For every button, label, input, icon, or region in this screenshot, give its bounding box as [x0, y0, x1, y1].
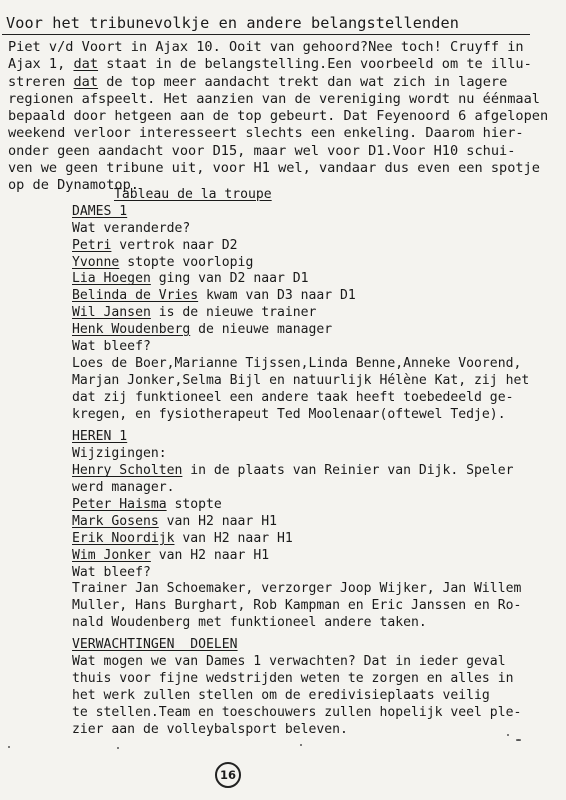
- page-number: 16: [215, 762, 241, 788]
- dames-change: Lia Hoegen ging van D2 naar D1: [72, 271, 309, 287]
- intro-line: op de Dynamotop.: [8, 177, 139, 193]
- dames-change: Wil Jansen is de nieuwe trainer: [72, 305, 317, 321]
- underlined-word: dat: [73, 56, 99, 73]
- intro-line: weekend verloor interesseert slechts een enkeling. Daarom hier-: [8, 125, 524, 142]
- heren-stayed-question: Wat bleef?: [72, 564, 151, 580]
- underlined-word: dat: [73, 73, 99, 90]
- player-name: Mark Gosens: [72, 513, 159, 529]
- heren-change: Mark Gosens van H2 naar H1: [72, 513, 277, 529]
- page-title: Voor het tribunevolkje en andere belangstellenden: [6, 14, 459, 32]
- dames-heading: DAMES 1: [72, 203, 128, 219]
- dames-stayed-line: Loes de Boer,Marianne Tijssen,Linda Benne,Anneke Voorend,: [72, 355, 522, 371]
- verwachtingen-line: te stellen.Team en toeschouwers zullen hopelijk veel ple-: [72, 704, 522, 720]
- player-name: Petri: [72, 237, 112, 253]
- player-name: Wim Jonker: [72, 547, 151, 563]
- heren-heading: HEREN 1: [72, 429, 128, 445]
- intro-line: regionen afspeelt. Het aanzien van de vereniging wordt nu éénmaal: [8, 90, 540, 107]
- dames-stayed-line: dat zij funktioneel een andere taak heeft toebedeeld ge-: [72, 389, 514, 405]
- intro-line: Ajax 1, dat staat in de belangstelling.Een voorbeeld om te illu-: [8, 56, 532, 73]
- dames-change: Henk Woudenberg de nieuwe manager: [72, 322, 333, 338]
- heren-stayed-line: nald Woudenberg met funktioneel andere taken.: [72, 615, 427, 631]
- heren-changes-label: Wijzigingen:: [72, 446, 167, 462]
- intro-line: ven we geen tribune uit, voor H1 wel, vandaar dus even een spotje: [8, 159, 540, 176]
- team-overview: [72, 187, 562, 739]
- intro-line: bepaald door hetgeen aan de top gebeurt. Dat Feyenoord 6 afgelopen: [8, 108, 549, 124]
- heren-change-continued: werd manager.: [72, 480, 175, 496]
- verwachtingen-line: het werk zullen stellen om de eredivisieplaats veilig: [72, 687, 490, 703]
- dames-stayed-line: Marjan Jonker,Selma Bijl en natuurlijk Hélène Kat, zij het: [72, 372, 530, 388]
- heren-change: Erik Noordijk van H2 naar H1: [72, 530, 293, 546]
- intro-line: Piet v/d Voort in Ajax 10. Ooit van gehoord?Nee toch! Cruyff in: [8, 39, 524, 55]
- player-name: Henk Woudenberg: [72, 322, 191, 338]
- heren-change: Henry Scholten in de plaats van Reinier van Dijk. Speler: [72, 463, 514, 479]
- player-name: Henry Scholten: [72, 463, 183, 479]
- dames-stayed-line: kregen, en fysiotherapeut Ted Moolenaar(oftewel Tedje).: [72, 406, 506, 422]
- heren-change: Wim Jonker van H2 naar H1: [72, 547, 270, 563]
- player-name: Erik Noordijk: [72, 530, 175, 546]
- dames-stayed-question: Wat bleef?: [72, 339, 151, 355]
- dames-change: Yvonne stopte voorlopig: [72, 254, 254, 270]
- player-name: Peter Haisma: [72, 497, 167, 513]
- intro-paragraph: [8, 39, 558, 194]
- dames-change: Belinda de Vries kwam van D3 naar D1: [72, 288, 356, 304]
- player-name: Lia Hoegen: [72, 271, 151, 287]
- heren-change: Peter Haisma stopte: [72, 497, 222, 513]
- verwachtingen-line: zier aan de volleybalsport beleven.: [72, 721, 348, 737]
- player-name: Yvonne: [72, 254, 120, 270]
- verwachtingen-line: thuis voor fijne wedstrijden weten te zorgen en alles in: [72, 670, 514, 686]
- player-name: Belinda de Vries: [72, 288, 199, 304]
- tableau-heading: Tableau de la troupe: [114, 187, 272, 202]
- heren-stayed-line: Muller, Hans Burghart, Rob Kampman en Eric Janssen en Ro-: [72, 598, 522, 614]
- dames-change: Petri vertrok naar D2: [72, 237, 238, 253]
- player-name: Wil Jansen: [72, 305, 151, 321]
- heren-stayed-line: Trainer Jan Schoemaker, verzorger Joop Wijker, Jan Willem: [72, 581, 522, 597]
- title-underline: [2, 34, 530, 35]
- intro-line: onder geen aandacht voor D15, maar wel voor D1.Voor H10 schui-: [8, 142, 516, 159]
- verwachtingen-line: Wat mogen we van Dames 1 verwachten? Dat in ieder geval: [72, 654, 506, 670]
- verwachtingen-heading: VERWACHTINGEN DOELEN: [72, 637, 238, 653]
- intro-line: streren dat de top meer aandacht trekt dan wat zich in lagere: [8, 73, 508, 90]
- dames-changed-question: Wat veranderde?: [72, 220, 191, 236]
